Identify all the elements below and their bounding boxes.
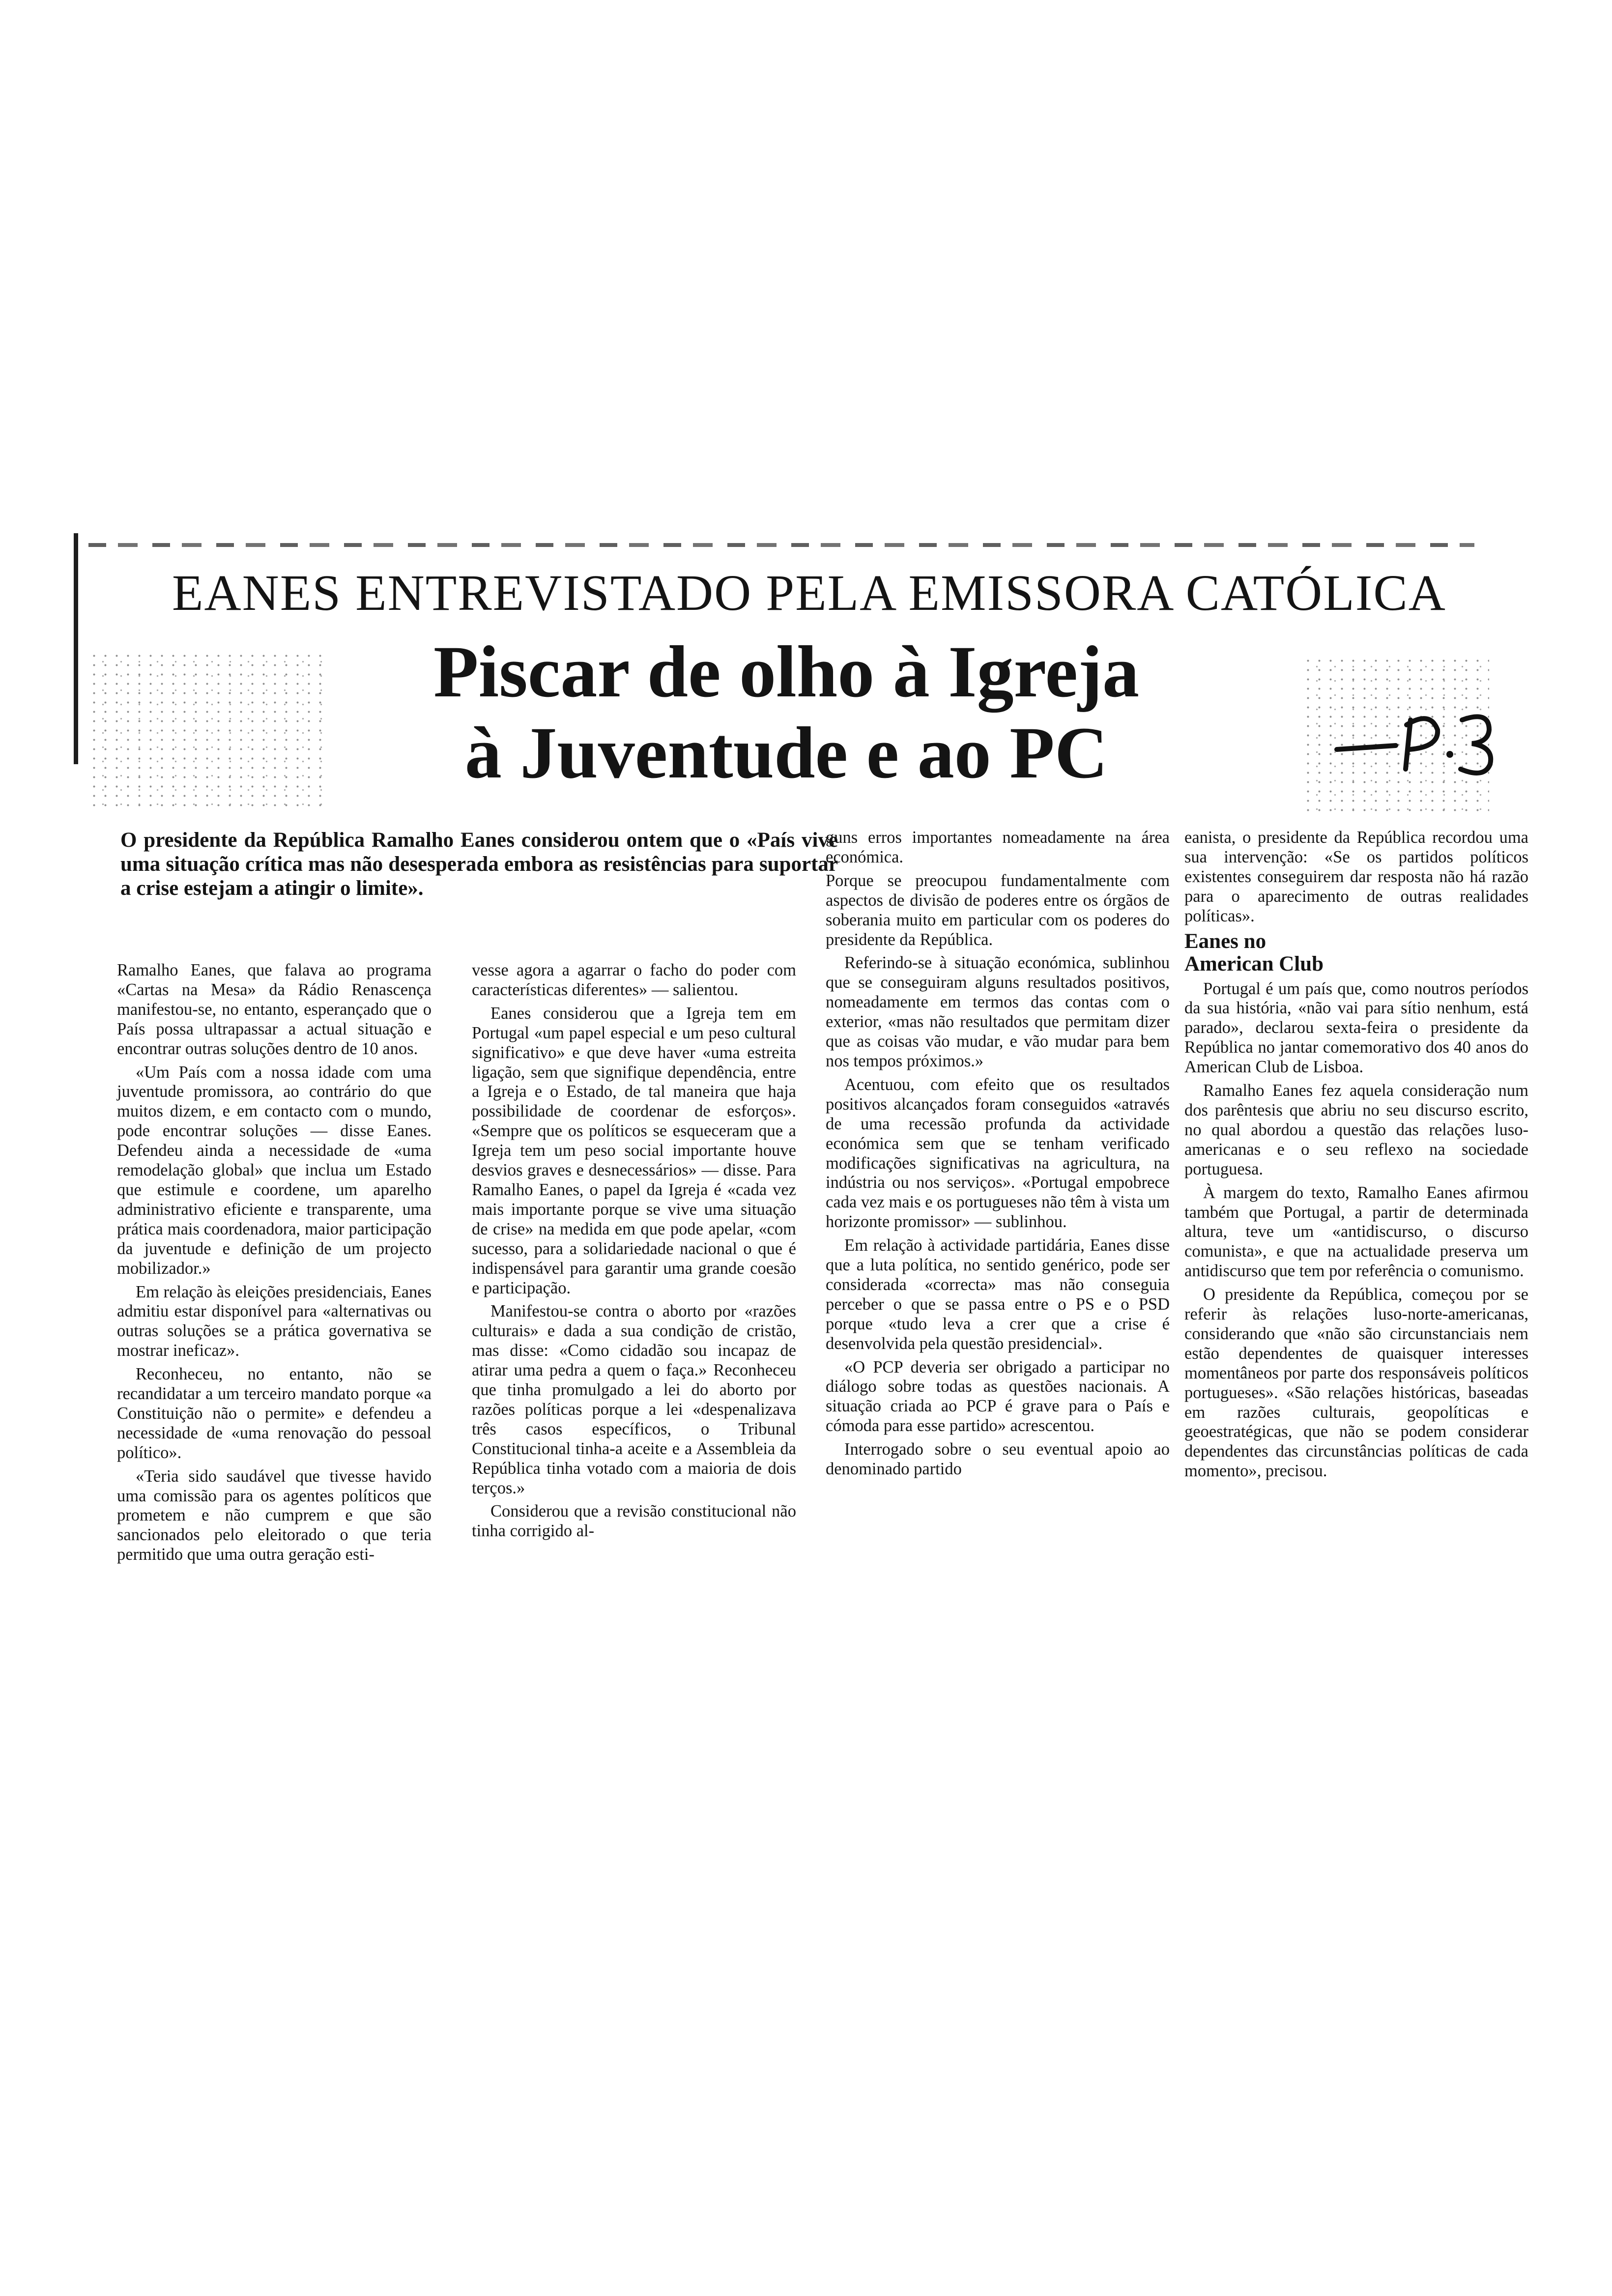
article-column-4 xyxy=(1184,828,1528,1485)
top-border-rule xyxy=(88,543,1474,547)
paragraph: Manifestou-se contra o aborto por «razões culturais» e dada a sua condição de cristão, mas disse: «Como cidadão sou incapaz de atirar uma pedra a quem o faça.» Reconheceu que tinha promulgado a lei do aborto por razões políticas porque a lei «despenalizava três casos específicos, o Tribunal Constitucional tinha-a aceite e a Assembleia da República tinha votado com a maioria de dois terços.» xyxy=(472,1302,796,1497)
paragraph: «Teria sido saudável que tivesse havido uma comissão para os agentes políticos que prometem e não cumprem e que são sancionados pelo eleitorado o que teria permitido que uma outra geração esti- xyxy=(117,1466,432,1564)
paragraph: guns erros importantes nomeadamente na área económica. xyxy=(826,828,1170,866)
headline-line-2: à Juventude e ao PC xyxy=(464,712,1108,794)
paragraph: Em relação à actividade partidária, Eanes disse que a luta política, no sentido genérico, pode ser considerada «correcta» mas não conseguia perceber o que se passa entre o PS e o PSD porque «tudo leva a crer que a crise é desenvolvida pela questão presidencial». xyxy=(826,1236,1170,1353)
subheading-line-1: Eanes no xyxy=(1184,929,1267,953)
article-column-3 xyxy=(826,828,1170,1483)
article-column-2 xyxy=(472,961,796,1545)
paragraph: Acentuou, com efeito que os resultados positivos alcançados foram conseguidos «através de uma recessão profunda da actividade económica sem que se tenham verificado modificações significativas na agricultura, na indústria ou nos serviços». «Portugal empobrece cada vez mais e os portugueses não têm à vista um horizonte promissor» — sublinhou. xyxy=(826,1075,1170,1232)
paragraph: vesse agora a agarrar o facho do poder com características diferentes» — salientou. xyxy=(472,961,796,999)
paragraph: Ramalho Eanes fez aquela consideração num dos parêntesis que abriu no seu discurso escrito, no qual abordou a questão das relações luso-americanas e o seu reflexo na sociedade portuguesa. xyxy=(1184,1081,1528,1178)
paragraph: Porque se preocupou fundamentalmente com aspectos de divisão de poderes entre os órgãos de soberania muito em particular com os poderes do presidente da República. xyxy=(826,871,1170,949)
paragraph: O presidente da República, começou por se referir às relações luso-norte-americanas, considerando que «não são circunstanciais nem estão dependentes de quaisquer interesses momentâneos por parte dos responsáveis políticos portugueses». «São relações históricas, baseadas em razões culturais, geopolíticas e geoestratégicas, que não se podem considerar dependentes das circunstâncias políticas de cada momento», precisou. xyxy=(1184,1285,1528,1481)
newspaper-clipping xyxy=(74,533,1528,1564)
paragraph: Referindo-se à situação económica, sublinhou que se conseguiram alguns resultados positivos, nomeadamente em termos das contas com o exterior, «mas não resultados que permitam dizer que as coisas vão mudar, e vão mudar para bem nos tempos próximos.» xyxy=(826,953,1170,1070)
paragraph: Portugal é um país que, como noutros períodos da sua história, «não vai para sítio nenhum, está parado», declarou sexta-feira o presidente da República no jantar comemorativo dos 40 anos do American Club de Lisboa. xyxy=(1184,979,1528,1077)
paragraph: «Um País com a nossa idade com uma juventude promissora, ao contrário do que muitos dizem, e em contacto com o mundo, pode encontrar soluções — disse Eanes. Defendeu ainda a necessidade de «uma remodelação global» que inclua um Estado que estimule e coordene, um aparelho administrativo eficiente e transparente, uma prática mais coordenadora, maior participação da juventude e definição de um projecto mobilizador.» xyxy=(117,1062,432,1278)
paragraph: Interrogado sobre o seu eventual apoio ao denominado partido xyxy=(826,1440,1170,1479)
lead-paragraph: O presidente da República Ramalho Eanes considerou ontem que o «País vive uma situação crítica mas não desesperada embora as resistências para suportar a crise estejam a atingir o limite». xyxy=(120,829,838,900)
paragraph: Considerou que a revisão constitucional não tinha corrigido al- xyxy=(472,1502,796,1541)
paragraph: eanista, o presidente da República recordou uma sua intervenção: «Se os partidos políticos existentes conseguirem dar resposta não há razão para o aparecimento de outras realidades políticas». xyxy=(1184,828,1528,925)
paragraph: Em relação às eleições presidenciais, Eanes admitiu estar disponível para «alternativas ou outras soluções se a prática governativa se mostrar ineficaz». xyxy=(117,1282,432,1360)
main-headline xyxy=(74,631,1499,794)
paragraph: Eanes considerou que a Igreja tem em Portugal «um papel especial e um peso cultural significativo» e que deve haver «uma estreita ligação, sem que signifique dependência, entre a Igreja e o Estado, de tal maneira que haja possibilidade de coordenar de esforços». «Sempre que os políticos se esqueceram que a Igreja tem um peso social importante houve desvios graves e desnecessários» — disse. Para Ramalho Eanes, o papel da Igreja é «cada vez mais importante porque se vive uma situação de crise» na medida em que pode apelar, «com sucesso, para a solidariedade nacional o que é indispensável para garantir uma grande coesão e participação. xyxy=(472,1004,796,1297)
handwritten-page-note xyxy=(1332,700,1499,784)
section-subheading xyxy=(1184,930,1528,976)
headline-line-1: Piscar de olho à Igreja xyxy=(433,631,1139,713)
paragraph: À margem do texto, Ramalho Eanes afirmou também que Portugal, a partir de determinada altura, teve um «antidiscurso, o discurso comunista», e que na actualidade preserva um antidiscurso que tem por referência o comunismo. xyxy=(1184,1183,1528,1281)
paragraph: Reconheceu, no entanto, não se recandidatar a um terceiro mandato porque «a Constituição não o permite» e defendeu a necessidade de «uma renovação do pessoal político». xyxy=(117,1365,432,1462)
kicker-headline: EANES ENTREVISTADO PELA EMISSORA CATÓLICA xyxy=(172,565,1446,621)
paragraph: Ramalho Eanes, que falava ao programa «Cartas na Mesa» da Rádio Renascença manifestou-se, no entanto, esperançado que o País possa ultrapassar a actual situação e encontrar outras soluções dentro de 10 anos. xyxy=(117,961,432,1058)
subheading-line-2: American Club xyxy=(1184,952,1324,976)
paragraph: «O PCP deveria ser obrigado a participar no diálogo sobre todas as questões nacionais. A situação criada ao PCP é grave para o País e cómoda para esse partido» acrescentou. xyxy=(826,1357,1170,1435)
article-column-1 xyxy=(117,961,432,1569)
